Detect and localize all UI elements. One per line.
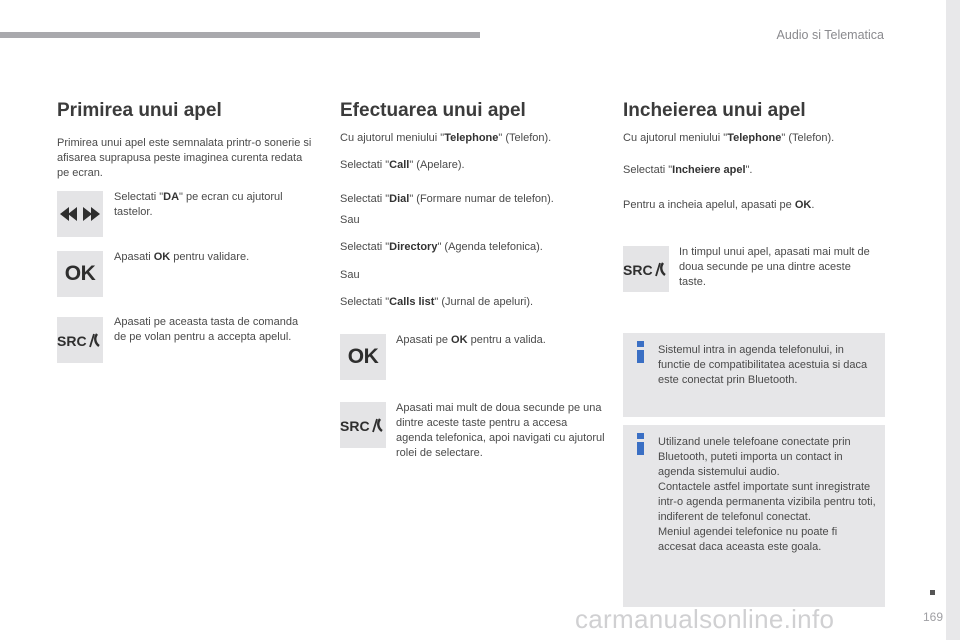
end-long-press: In timpul unui apel, apasati mai mult de doua secunde pe una dintre aceste taste. — [679, 246, 870, 288]
info-icon — [637, 433, 644, 455]
column-receiving-call — [57, 100, 315, 181]
make-telephone-menu: Cu ajutorul meniului "Telephone" (Telefon). — [340, 132, 552, 144]
info-contacts-text: Utilizand unele telefoane conectate prin Bluetooth, puteti importa un contact in agenda sistemului audio. Contactele astfel importate sunt inregistrate intr-o agenda permanenta vizibila pentru toti, indiferent de telefonul conectat. Meniul agendei telefonice nu poate fi accesat daca aceasta este goala. — [658, 436, 876, 553]
src-key-button-3[interactable] — [623, 246, 669, 292]
ok-key-button[interactable] — [57, 251, 103, 297]
src-phone-icon — [57, 332, 103, 348]
ok-key-label: OK — [347, 345, 379, 368]
step-accept-call: Apasati pe aceasta tasta de comanda de pe volan pentru a accepta apelul. — [114, 316, 299, 343]
step-select-yes: Selectati "DA" pe ecran cu ajutorul tastelor. — [114, 191, 283, 218]
end-press-ok: Pentru a incheia apelul, apasati pe OK. — [623, 199, 815, 211]
make-press-ok: Apasati pe OK pentru a valida. — [396, 334, 546, 346]
end-telephone-menu: Cu ajutorul meniului "Telephone" (Telefon). — [623, 132, 835, 144]
make-select-dial: Selectati "Dial" (Formare numar de telefon). — [340, 193, 554, 205]
step-press-ok: Apasati OK pentru validare. — [114, 251, 250, 263]
receiving-intro: Primirea unui apel este semnalata printr-o sonerie si afisarea suprapusa peste imaginea curenta redata pe ecran. — [57, 137, 312, 179]
src-phone-icon — [623, 261, 669, 277]
make-select-call: Selectati "Call" (Apelare). — [340, 159, 465, 171]
info-box-contacts — [623, 425, 885, 607]
svg-text:SRC: SRC — [623, 262, 653, 277]
make-select-directory: Selectati "Directory" (Agenda telefonica). — [340, 241, 543, 253]
watermark: carmanualsonline.info — [575, 604, 835, 634]
left-right-arrows-icon — [60, 207, 100, 221]
page-number: 169 — [923, 610, 944, 624]
src-key-button[interactable] — [57, 317, 103, 363]
src-key-button-2[interactable] — [340, 402, 386, 448]
svg-text:SRC: SRC — [57, 333, 87, 348]
page-marker — [930, 590, 935, 595]
arrow-keys-button[interactable] — [57, 191, 103, 237]
header-rule — [0, 32, 480, 38]
end-select-hangup: Selectati "Incheiere apel". — [623, 164, 753, 176]
info-box-directory — [623, 333, 885, 417]
make-or-2: Sau — [340, 269, 360, 281]
ok-key-button-2[interactable] — [340, 334, 386, 380]
ok-key-label: OK — [64, 262, 96, 285]
make-select-calls-list: Selectati "Calls list" (Jurnal de apeluri). — [340, 296, 534, 308]
section-title: Audio si Telematica — [776, 28, 884, 42]
make-or-1: Sau — [340, 214, 360, 226]
page-edge-strip — [946, 0, 960, 640]
svg-text:SRC: SRC — [340, 418, 370, 433]
src-phone-icon — [340, 417, 386, 433]
info-directory-text: Sistemul intra in agenda telefonului, in functie de compatibilitatea acestuia si daca este conectat prin Bluetooth. — [658, 344, 868, 386]
info-icon — [637, 341, 644, 363]
make-open-directory: Apasati mai mult de doua secunde pe una dintre aceste taste pentru a accesa agenda telefonica, apoi navigati cu ajutorul rolei de selectare. — [396, 402, 605, 459]
heading-making-call: Efectuarea unui apel — [340, 100, 526, 121]
heading-receiving-call: Primirea unui apel — [57, 100, 222, 121]
heading-ending-call: Incheierea unui apel — [623, 100, 806, 121]
